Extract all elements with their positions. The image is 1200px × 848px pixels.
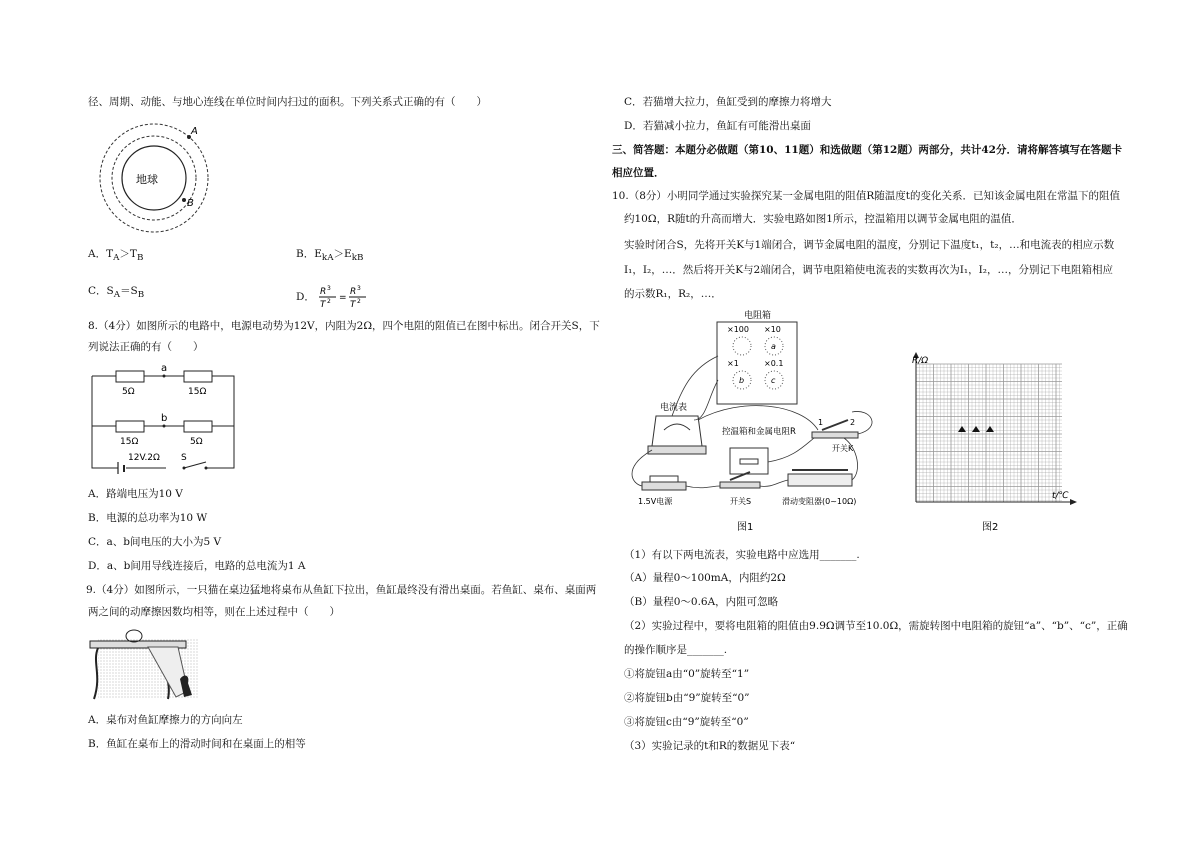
- satellite-b: [182, 198, 186, 202]
- earth-label: 地球: [136, 173, 158, 186]
- rheostat-label: 滑动变阻器(0~10Ω): [782, 497, 857, 506]
- q7-option-a: A．$T_A>T_B$: [88, 248, 144, 264]
- svg-text:R: R: [320, 287, 327, 297]
- q7-option-b: B．$E_{kA}>E_{kB}$: [296, 248, 364, 264]
- svg-text:2: 2: [327, 298, 332, 305]
- setup-figure: [622, 308, 897, 534]
- source-label: 12V.2Ω: [128, 453, 160, 463]
- svg-text:2: 2: [357, 298, 362, 305]
- q9-stem-line1: 9.（4分）如图所示，一只猫在桌边猛地将桌布从鱼缸下拉出，鱼缸最终没有滑出桌面。若鱼缸、桌布、桌面两: [86, 584, 597, 596]
- x100-label: ×100: [727, 325, 749, 334]
- q10-line5: 的示数R₁，R₂，…．: [624, 288, 722, 300]
- q9-stem-line2: 两之间的动摩擦因数均相等，则在上述过程中（ ）: [88, 606, 340, 618]
- knob-b-label: b: [739, 376, 745, 385]
- r1-label: 5Ω: [122, 387, 135, 397]
- y-axis-label: R/Ω: [912, 356, 929, 366]
- ammeter: [652, 416, 702, 446]
- k2-label: 2: [850, 418, 856, 427]
- q10-line1: 10.（8分）小明同学通过实验探究某一金属电阻的阻值R随温度t的变化关系．已知该金属电阻在常温下的阻值: [612, 190, 1121, 202]
- q9-option-c: C．若猫增大拉力，鱼缸受到的摩擦力将增大: [624, 96, 832, 108]
- fig1-caption: 图1: [737, 522, 754, 533]
- q10-line4: I₁，I₂，…．然后将开关K与2端闭合，调节电阻箱使电流表的实数再次为I₁，I₂，…，分别记下电阻箱相应: [624, 264, 1113, 276]
- q8-stem-line2: 列说法正确的有（ ）: [88, 341, 204, 353]
- q10-sub1-option-a: （A）量程0～100mA，内阻约2Ω: [624, 572, 786, 584]
- q9-option-b: B．鱼缸在桌布上的滑动时间和在桌面上的相等: [88, 738, 306, 750]
- svg-text:T: T: [350, 300, 356, 310]
- r3-label: 15Ω: [120, 437, 139, 447]
- knob-a-label: a: [771, 342, 776, 351]
- resistor-4: [184, 421, 212, 432]
- x1-label: ×1: [727, 359, 739, 368]
- x01-label: ×0.1: [764, 359, 784, 368]
- resistor-1: [116, 371, 144, 382]
- switch-k-base: [812, 432, 858, 438]
- q10-line2: 约10Ω，R随t的升高而增大．实验电路如图1所示，控温箱用以调节金属电阻的温值．: [624, 213, 1022, 225]
- svg-text:3: 3: [327, 285, 332, 292]
- point-a-label: A: [191, 126, 198, 137]
- x10-label: ×10: [764, 325, 781, 334]
- svg-text:T: T: [320, 300, 326, 310]
- x-axis-label: t/℃: [1052, 491, 1069, 501]
- q8-stem-line1: 8.（4分）如图所示的电路中，电源电动势为12V，内阻为2Ω，四个电阻的阻值已在图中标出。闭合开关S，下: [88, 320, 600, 332]
- cat-table-figure: [88, 627, 203, 701]
- q10-sub2-line2: 的操作顺序是_______.: [624, 644, 728, 656]
- node-a-label: a: [161, 363, 168, 374]
- svg-text:3: 3: [357, 285, 362, 292]
- graph-grid: [916, 364, 1062, 502]
- knob-c-label: c: [771, 376, 776, 385]
- q9-option-a: A．桌布对鱼缸摩擦力的方向向左: [88, 714, 243, 726]
- kepler-formula: [318, 284, 374, 310]
- q7-option-d: D． R 3 T 2 = R 3 T 2: [296, 284, 374, 310]
- q10-sub1-option-b: （B）量程0～0.6A，内阻可忽略: [624, 596, 779, 608]
- node-b-label: b: [161, 413, 168, 424]
- q8-option-b: B．电源的总功率为10 W: [88, 512, 208, 524]
- q10-line3: 实验时闭合S，先将开关K与1端闭合，调节金属电阻的温度，分别记下温度t₁，t₂，…和电流表的相应示数: [624, 239, 1115, 251]
- rheostat: [788, 474, 852, 486]
- resistor-2: [184, 371, 212, 382]
- graph-figure: [902, 352, 1082, 534]
- orbit-figure: [88, 120, 218, 240]
- q7-continuation: 径、周期、动能、与地心连线在单位时间内扫过的面积。下列关系式正确的有（ ）: [88, 96, 487, 108]
- ammeter-label: 电流表: [660, 403, 688, 413]
- battery: [642, 482, 686, 490]
- q8-option-c: C．a、b间电压的大小为5 V: [88, 536, 222, 548]
- q10-sub1: （1）有以下两电流表，实验电路中应选用_______.: [624, 549, 860, 561]
- battery-label: 1.5V电源: [638, 497, 673, 506]
- resistance-box-title: 电阻箱: [744, 311, 772, 321]
- switch-s-label: 开关S: [730, 497, 752, 506]
- q8-option-a: A．路端电压为10 V: [88, 488, 183, 500]
- point-b-label: B: [187, 198, 194, 209]
- svg-text:R: R: [350, 287, 357, 297]
- switch-s-base: [720, 482, 760, 488]
- section3-line1: 三、简答题：本题分必做题（第10、11题）和选做题（第12题）两部分，共计42分．请将解答填写在答题卡: [612, 144, 1122, 156]
- q7-option-c: C．$S_A=S_B$: [88, 285, 145, 301]
- k1-label: 1: [818, 418, 824, 427]
- switch-k-label: 开关K: [832, 444, 854, 453]
- circuit-figure: [88, 362, 238, 474]
- r4-label: 5Ω: [190, 437, 203, 447]
- fig2-caption: 图2: [982, 522, 999, 533]
- resistor-3: [116, 421, 144, 432]
- q10-sub2-line1: （2）实验过程中，要将电阻箱的阻值由9.9Ω调节至10.0Ω，需旋转图中电阻箱的旋钮“a”、“b”、“c”，正确: [624, 620, 1128, 632]
- q8-option-d: D．a、b间用导线连接后，电路的总电流为1 A: [88, 560, 306, 572]
- q9-option-d: D．若猫减小拉力，鱼缸有可能滑出桌面: [624, 120, 811, 132]
- q10-sub3: （3）实验记录的t和R的数据见下表“: [624, 740, 796, 752]
- svg-text:=: =: [339, 293, 347, 303]
- oven-label: 控温箱和金属电阻R: [722, 427, 796, 437]
- q10-step-3: ③将旋钮c由“9”旋转至“0”: [624, 716, 749, 728]
- table-leg-left: [94, 648, 98, 699]
- switch-label: S: [181, 453, 187, 463]
- q10-step-2: ②将旋钮b由“9”旋转至“0”: [624, 692, 750, 704]
- q10-step-1: ①将旋钮a由“0”旋转至“1”: [624, 668, 750, 680]
- r2-label: 15Ω: [188, 387, 207, 397]
- section3-line2: 相应位置．: [612, 167, 665, 179]
